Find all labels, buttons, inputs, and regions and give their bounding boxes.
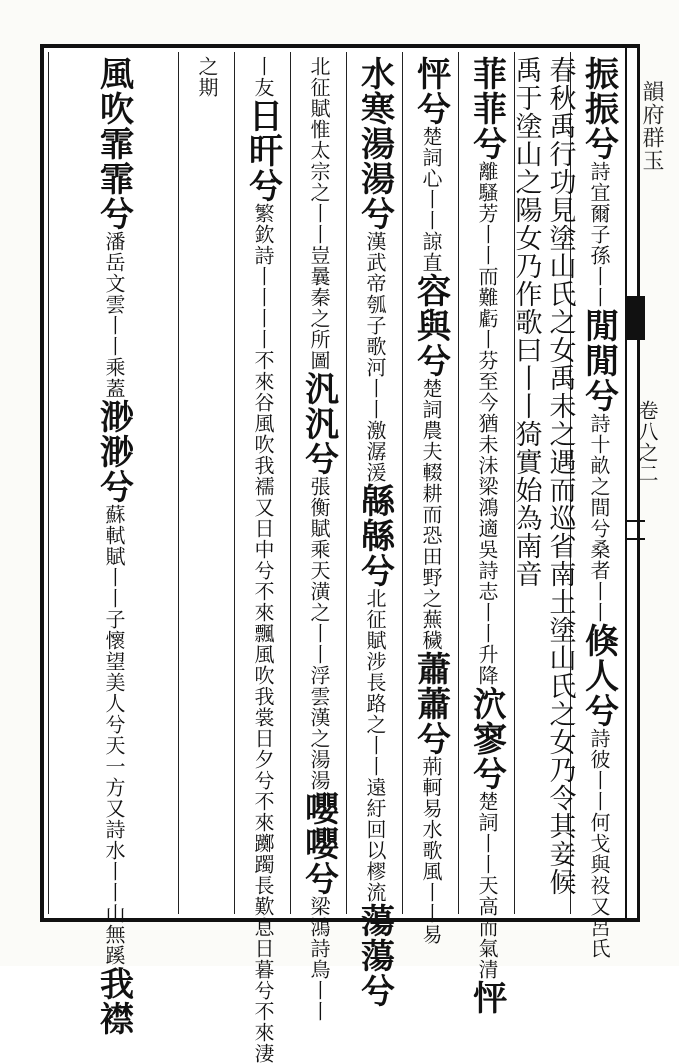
fish-tail-mark	[627, 296, 645, 340]
entry-note: 詩十畝之間兮桑者丨丨	[587, 413, 611, 623]
entry-note: 繁欽詩丨丨丨丨不來谷風吹我襦又日中兮不來飄風吹我裳日夕兮不來躑躅長歎息日暮兮不來淒	[251, 203, 275, 1064]
entry-note: 丨友	[251, 56, 275, 98]
entry-note: 詩彼丨丨何戈與祋又呂氏	[587, 728, 611, 959]
entry-head: 倏人兮	[578, 623, 619, 728]
text-column-1	[570, 52, 626, 959]
entry-head: 泬寥兮	[466, 686, 507, 791]
entry-head: 閒閒兮	[578, 308, 619, 413]
text-column-4	[402, 52, 458, 945]
entry-head: 蕭蕭兮	[410, 651, 451, 756]
entry-head: 蕩蕩兮	[354, 903, 395, 1008]
text-column-7	[234, 52, 290, 1064]
entry-head: 怦兮	[410, 56, 451, 126]
margin-title-text: 韻府群玉	[639, 80, 664, 172]
text-column-9	[48, 52, 178, 1036]
text-column-2	[510, 52, 576, 914]
text-column-8	[178, 52, 234, 914]
entry-head: 怦	[466, 980, 507, 1015]
fish-tail-lower-mark	[627, 520, 645, 540]
text-column-3	[458, 52, 514, 1015]
text-column-5	[346, 52, 402, 1008]
entry-head: 汎汎兮	[298, 371, 339, 476]
text-column-6	[290, 52, 346, 1022]
entry-note: 北征賦涉長路之丨丨遠紆回以樛流	[363, 588, 387, 903]
entry-head: 風吹霏霏兮	[93, 56, 134, 231]
margin-title	[636, 80, 666, 172]
entry-head: 嚶嚶兮	[298, 791, 339, 896]
entry-note: 楚詞丨丨天高而氣清	[475, 791, 499, 980]
entry-note: 之期	[195, 56, 219, 98]
entry-head: 水寒	[354, 56, 395, 126]
juan-label	[630, 400, 664, 484]
entry-note: 荊軻易水歌風丨丨易	[419, 756, 443, 945]
entry-note: 潘岳文雲丨丨乘蓋	[102, 231, 126, 399]
entry-note: 北征賦惟太宗之丨丨豈曩秦之所圖	[307, 56, 331, 371]
entry-note: 楚詞農夫輟耕而恐田野之蕪穢	[419, 378, 443, 651]
entry-head: 緜緜兮	[354, 483, 395, 588]
entry-note: 梁鴻詩鳥丨丨	[307, 896, 331, 1022]
entry-head: 振振兮	[578, 56, 619, 161]
entry-note: 詩宜爾子孫丨丨	[587, 161, 611, 308]
entry-head: 渺渺兮	[93, 399, 134, 504]
entry-note: 離騷芳丨丨而難虧丨芬至今猶未沬梁鴻適吳詩志丨丨升降	[475, 161, 499, 686]
juan-label-text: 卷八之二	[635, 400, 659, 484]
entry-head: 菲菲兮	[466, 56, 507, 161]
entry-note: 張衡賦乘天潢之丨丨浮雲漢之湯湯	[307, 476, 331, 791]
entry-note: 春秋禹行功見塗山氏之女禹未之遇而巡省南土塗山氏之女乃令其妾候禹于塗山之陽女乃作歌曰丨丨猗實始為南音	[510, 56, 576, 896]
entry-head: 我襟	[93, 966, 134, 1036]
entry-head: 湯湯兮	[354, 126, 395, 231]
entry-head: 日旰兮	[242, 98, 283, 203]
entry-note: 蘇軾賦丨丨子懷望美人兮天一方又詩水丨丨山無蹊	[102, 504, 126, 966]
entry-note: 漢武帝瓠子歌河丨丨激潺湲	[363, 231, 387, 483]
entry-head: 容與兮	[410, 273, 451, 378]
entry-note: 楚詞心丨丨諒直	[419, 126, 443, 273]
